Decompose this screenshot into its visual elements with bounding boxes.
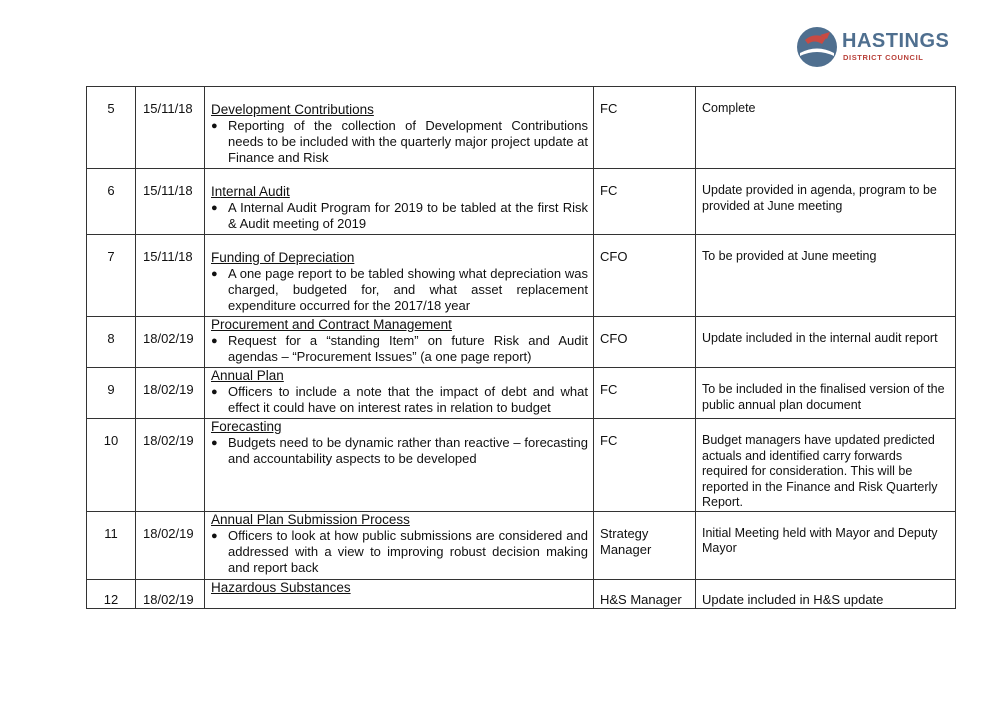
item-cell [205, 419, 594, 512]
responsible: FC [600, 183, 618, 198]
item-title: Procurement and Contract Management [211, 317, 452, 332]
status-text: To be included in the finalised version of the public annual plan document [702, 382, 945, 412]
bullet-icon: ● [211, 120, 218, 132]
responsible-cell [594, 368, 696, 419]
table-row [87, 169, 956, 235]
date-cell [136, 87, 205, 169]
bullet-text: Budgets need to be dynamic rather than reactive – forecasting and accountability aspects to be developed [228, 435, 588, 466]
bullet-text: Request for a “standing Item” on future Risk and Audit agendas – “Procurement Issues” (a one page report) [228, 333, 588, 364]
item-date: 18/02/19 [143, 433, 194, 448]
council-subtitle: DISTRICT COUNCIL [843, 53, 924, 62]
item-title: Hazardous Substances [211, 579, 351, 595]
status-cell [696, 87, 956, 169]
item-bullet [211, 118, 588, 166]
council-emblem-icon [796, 26, 840, 70]
responsible: Strategy Manager [600, 525, 652, 557]
item-number-cell [87, 511, 136, 579]
responsible-cell [594, 235, 696, 317]
item-number: 7 [107, 249, 115, 264]
item-title: Funding of Depreciation [211, 250, 355, 265]
status-text: To be provided at June meeting [702, 249, 877, 263]
responsible-cell [594, 169, 696, 235]
table-row [87, 87, 956, 169]
item-number-cell [87, 87, 136, 169]
responsible-cell [594, 579, 696, 608]
item-date: 15/11/18 [143, 249, 193, 264]
item-title: Internal Audit [211, 184, 290, 199]
item-cell [205, 87, 594, 169]
status-text: Update included in the internal audit report [702, 331, 938, 345]
item-date: 18/02/19 [143, 591, 194, 607]
status-text: Update provided in agenda, program to be provided at June meeting [702, 183, 937, 213]
item-title: Development Contributions [211, 102, 374, 117]
item-cell [205, 317, 594, 368]
item-date: 18/02/19 [143, 331, 194, 346]
responsible-cell [594, 419, 696, 512]
date-cell [136, 511, 205, 579]
table-row [87, 368, 956, 419]
date-cell [136, 579, 205, 608]
item-title: Annual Plan [211, 368, 284, 383]
bullet-text: Officers to include a note that the impact of debt and what effect it could have on interest rates in relation to budget [228, 384, 588, 415]
status-cell [696, 419, 956, 512]
item-number-cell [87, 368, 136, 419]
bullet-icon: ● [211, 335, 218, 347]
table-row [87, 317, 956, 368]
item-title: Forecasting [211, 419, 282, 434]
status-cell [696, 235, 956, 317]
responsible: FC [600, 433, 618, 448]
item-cell [205, 368, 594, 419]
status-cell [696, 317, 956, 368]
item-cell [205, 579, 594, 608]
bullet-text: Reporting of the collection of Development Contributions needs to be included with the quarterly major project update at Finance and Risk [228, 118, 588, 165]
responsible: CFO [600, 331, 628, 346]
responsible-cell [594, 317, 696, 368]
item-title: Annual Plan Submission Process [211, 511, 410, 527]
item-date: 15/11/18 [143, 101, 193, 116]
date-cell [136, 169, 205, 235]
item-cell [205, 235, 594, 317]
bullet-text: A Internal Audit Program for 2019 to be tabled at the first Risk & Audit meeting of 2019 [228, 200, 588, 231]
item-number-cell [87, 579, 136, 608]
status-cell [696, 579, 956, 608]
status-text: Initial Meeting held with Mayor and Deputy Mayor [702, 525, 938, 555]
responsible-cell [594, 87, 696, 169]
status-cell [696, 511, 956, 579]
item-number-cell [87, 235, 136, 317]
item-cell [205, 511, 594, 579]
date-cell [136, 235, 205, 317]
status-text: Update included in H&S update [702, 591, 884, 607]
hastings-logo [796, 26, 950, 70]
status-text: Budget managers have updated predicted actuals and identified carry forwards required for consideration. This will be reported in the Finance and Risk Quarterly Report. [702, 433, 938, 509]
item-number-cell [87, 317, 136, 368]
item-number: 5 [107, 101, 115, 116]
bullet-text: A one page report to be tabled showing what depreciation was charged, budgeted for, and what asset replacement expenditure occurred for the 2017/18 year [228, 266, 588, 313]
bullet-icon: ● [211, 268, 218, 280]
table-row [87, 419, 956, 512]
item-cell [205, 169, 594, 235]
action-items-table [86, 86, 956, 609]
bullet-icon: ● [211, 529, 218, 542]
table-row [87, 579, 956, 608]
date-cell [136, 368, 205, 419]
item-number: 8 [107, 331, 115, 346]
bullet-icon: ● [211, 202, 218, 214]
table-row [87, 511, 956, 579]
item-bullet [211, 333, 588, 365]
council-name: HASTINGS [842, 30, 950, 52]
item-number-cell [87, 169, 136, 235]
responsible: FC [600, 101, 618, 116]
item-date: 18/02/19 [143, 382, 194, 397]
item-bullet [211, 200, 588, 232]
item-number: 9 [107, 382, 115, 397]
table-row [87, 235, 956, 317]
responsible: FC [600, 382, 618, 397]
status-text: Complete [702, 101, 756, 115]
item-bullet [211, 384, 588, 416]
date-cell [136, 317, 205, 368]
item-bullet [211, 435, 588, 467]
responsible: CFO [600, 249, 628, 264]
item-date: 15/11/18 [143, 183, 193, 198]
responsible-cell [594, 511, 696, 579]
item-number: 6 [107, 183, 115, 198]
date-cell [136, 419, 205, 512]
item-bullet [211, 266, 588, 314]
item-number: 11 [104, 525, 118, 541]
bullet-text: Officers to look at how public submissions are considered and addressed with a view to improving robust decision making and report back [228, 527, 588, 575]
status-cell [696, 368, 956, 419]
item-date: 18/02/19 [143, 525, 194, 541]
item-number-cell [87, 419, 136, 512]
bullet-icon: ● [211, 386, 218, 398]
item-bullet [211, 528, 588, 576]
item-number: 10 [103, 433, 119, 448]
responsible: H&S Manager [600, 591, 682, 607]
item-number: 12 [103, 591, 119, 607]
bullet-icon: ● [211, 437, 218, 449]
status-cell [696, 169, 956, 235]
